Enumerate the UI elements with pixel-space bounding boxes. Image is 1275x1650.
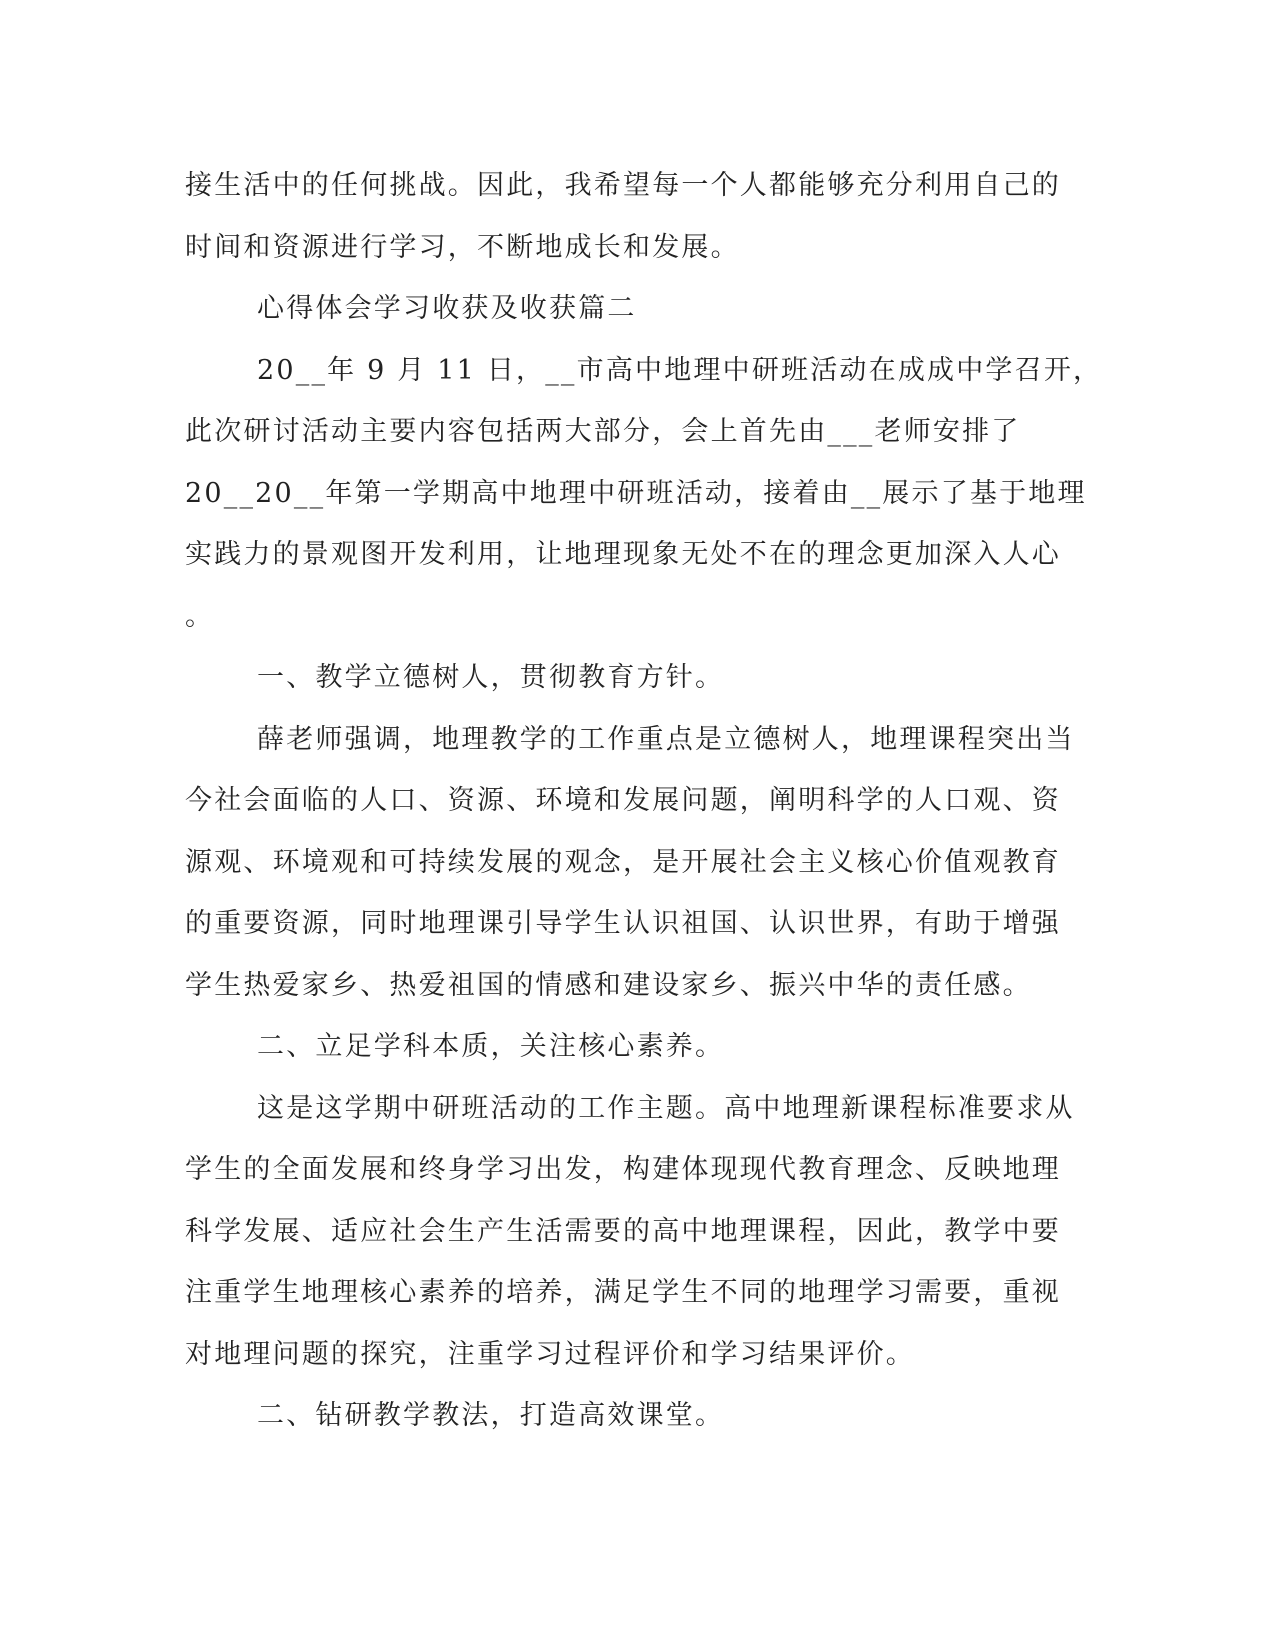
section-title: 心得体会学习收获及收获篇二 xyxy=(257,293,637,324)
text-line-2: 时间和资源进行学习，不断地成长和发展。 xyxy=(185,231,740,263)
text-line-14: 学生热爱家乡、热爱祖国的情感和建设家乡、振兴中华的责任感。 xyxy=(185,969,1032,1001)
text-line-13: 的重要资源，同时地理课引导学生认识祖国、认识世界，有助于增强 xyxy=(185,908,1061,939)
text-line-1: 接生活中的任何挑战。因此，我希望每一个人都能够充分利用自己的 xyxy=(185,170,1061,201)
text-line-10: 薛老师强调，地理教学的工作重点是立德树人，地理课程突出当 xyxy=(257,723,1075,755)
text-line-16: 这是这学期中研班活动的工作主题。高中地理新课程标准要求从 xyxy=(257,1092,1075,1124)
text-line-6: 20__20__年第一学期高中地理中研班活动，接着由__展示了基于地理 xyxy=(185,477,1087,509)
text-line-4: 20__年 9 月 11 日，__市高中地理中研班活动在成成中学召开， xyxy=(257,354,1103,386)
heading-one: 一、教学立德树人，贯彻教育方针。 xyxy=(257,662,725,693)
text-line-7: 实践力的景观图开发利用，让地理现象无处不在的理念更加深入人心 xyxy=(185,539,1061,570)
text-line-18: 科学发展、适应社会生产生活需要的高中地理课程，因此，教学中要 xyxy=(185,1215,1061,1247)
text-line-5: 此次研讨活动主要内容包括两大部分，会上首先由___老师安排了 xyxy=(185,416,1021,447)
text-line-19: 注重学生地理核心素养的培养，满足学生不同的地理学习需要，重视 xyxy=(185,1277,1061,1308)
text-line-12: 源观、环境观和可持续发展的观念，是开展社会主义核心价值观教育 xyxy=(185,846,1061,878)
text-line-20: 对地理问题的探究，注重学习过程评价和学习结果评价。 xyxy=(185,1338,915,1370)
text-line-17: 学生的全面发展和终身学习出发，构建体现现代教育理念、反映地理 xyxy=(185,1154,1061,1185)
heading-three: 二、钻研教学教法，打造高效课堂。 xyxy=(257,1400,725,1431)
heading-two: 二、立足学科本质，关注核心素养。 xyxy=(257,1031,725,1062)
document-body xyxy=(185,155,1103,1447)
text-line-11: 今社会面临的人口、资源、环境和发展问题，阐明科学的人口观、资 xyxy=(185,785,1061,816)
text-line-8: 。 xyxy=(185,600,215,632)
